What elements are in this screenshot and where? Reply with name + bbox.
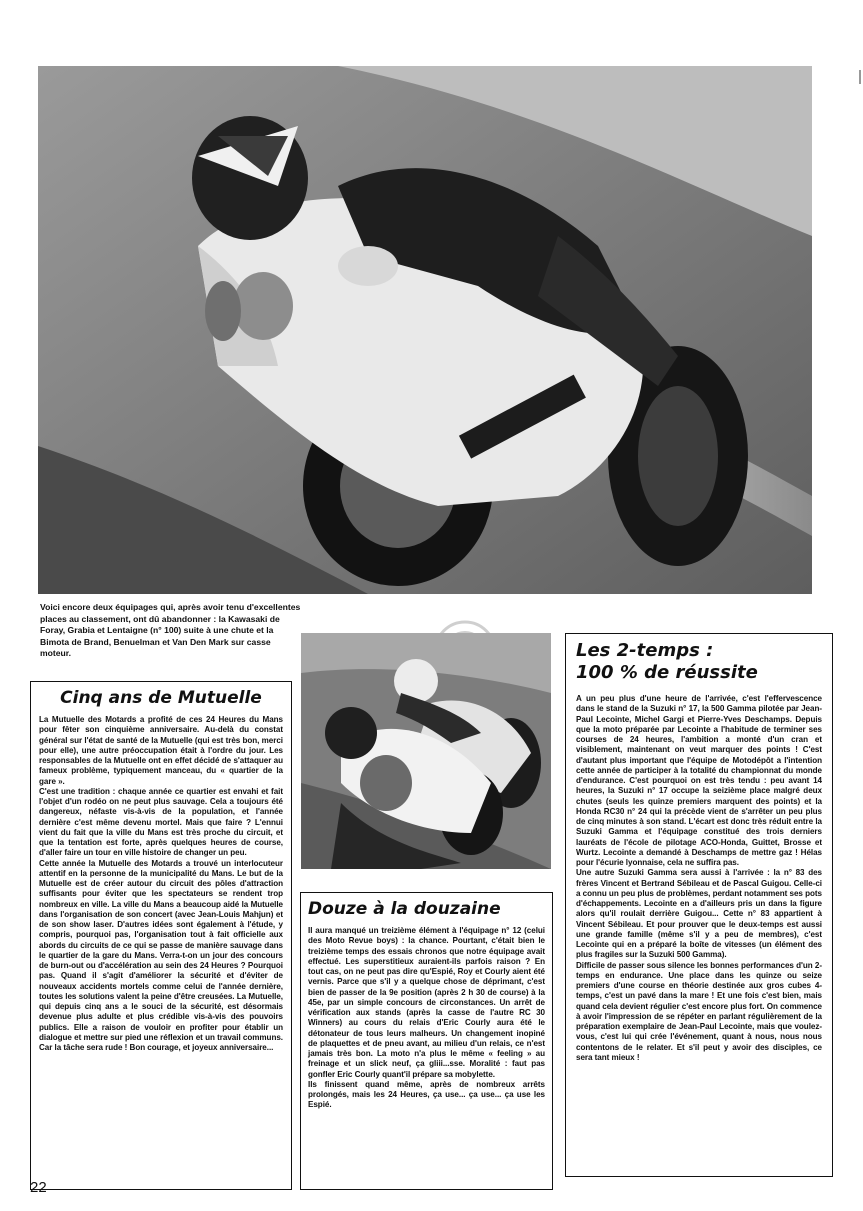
edge-mark [859, 70, 861, 84]
article-douzaine [300, 892, 553, 1190]
article-deux-temps [565, 633, 833, 1177]
paragraph: Ils finissent quand même, après de nombreux arrêts prolongés, mais les 24 Heures, ça use... ça use... ça use les Espié. [308, 1079, 545, 1110]
article-deux-temps-body [576, 694, 822, 1063]
article-douzaine-title: Douze à la douzaine [308, 899, 501, 919]
article-deux-temps-title [576, 640, 822, 684]
motorcycle-illustration [38, 66, 812, 594]
paragraph: Une autre Suzuki Gamma sera aussi à l'arrivée : la n° 83 des frères Vincent et Bertrand Sébileau et de Pascal Guigou. Celle-ci a connu un peu plus de problèmes, perdant notamment ses pots d'échappements. Lecointe en a d'ailleurs pris un dans la figure alors qu'il roulait derrière Guigou... Cette n° 83 appartient à Vincent Sébileau. Et pour prouver que le deux-temps est aussi une grande famille (même s'il y a peu de membres), c'est Lecointe qui en a préparé la boîte de vitesses (un élément des plus fragiles sur la Suzuki 500 Gamma). [576, 868, 822, 960]
article-douzaine-body [308, 926, 545, 1111]
second-race-photo [301, 633, 551, 869]
paragraph: C'est une tradition : chaque année ce quartier est envahi et fait l'objet d'un rodéo on ne peut plus sauvage. Cela a toujours été dangereux, néfaste vis-à-vis de la population, et l'année dernière c'est même devenu mortel. Mais que faire ? L'ennui vient du fait que la ville du Mans est très proche du circuit, et que la tentation est forte, après quelques heures de course, d'aller faire un tour en ville histoire de changer un peu. [39, 786, 283, 858]
page-number: 22 [30, 1179, 47, 1196]
title-line-2: 100 % de réussite [576, 662, 758, 683]
paragraph: La Mutuelle des Motards a profité de ces 24 Heures du Mans pour fêter son cinquième anniversaire. Au-delà du constat général sur l'état de santé de la Mutuelle (qui est très bon, merci pour elle), une autre préoccupation était à l'ordre du jour. Les responsables de la Mutuelle ont en effet décidé de s'attaquer au fameux problème, typiquement manceau, du « quartier de la gare ». [39, 715, 283, 786]
paragraph: Il aura manqué un treizième élément à l'équipage n° 12 (celui des Moto Revue boys) : la chance. Pourtant, c'était bien le treizième temps des essais chronos que notre équipage avait effectué. Les superstitieux auraient-ils parfois raison ? En tout cas, on ne peut pas dire qu'Espié, Roy et Courly aient été vernis. Parce que s'il y a quelque chose de déprimant, c'est bien de passer de la 9e position (après 2 h 30 de course) à la 45e, par un simple concours de circonstances. Un arrêt de vérification aux stands (après la casse de l'autre RC 30 Winners) au cours du relais d'Eric Courly aura été le détonateur de tous leurs malheurs. Un changement inopiné de plaquettes et de pneu avant, au milieu d'un relais, ce n'est jamais très bon. La moto n'a plus le même « feeling » au freinage et un slick neuf, ça gliii...sse. Moralité : faut pas gonfler Eric Courly quant'il prépare sa mobylette. [308, 926, 545, 1079]
paragraph: A un peu plus d'une heure de l'arrivée, c'est l'effervescence dans le stand de la Suzuki n° 17, la 500 Gamma pilotée par Jean-Paul Lecointe, Michel Gargi et Pierre-Yves Deschamps. Depuis que la moto préparée par Lecointe a l'habitude de terminer ses courses de 24 heures, l'ambition a monté d'un cran et visiblement, maintenant on veut marquer des points ! C'est d'autant plus important que l'équipe de Motodépôt a l'intention cette année de participer à la totalité du championnat du monde d'endurance. C'est pourquoi on est très tendu : peu avant 14 heures, la Suzuki n° 17 occupe la seizième place malgré deux chutes (seuls les quinze premiers marquent des points) et la Honda RC30 n° 24 qui la précède vient de s'arrêter un peu plus de cinq minutes à son stand. L'écart est donc très réduit entre la Suzuki Gamma et l'équipage constitué des trois derniers lauréats de l'école de pilotage ACO-Honda, Guittet, Brosse et Wurtz. Lecointe a demandé à Deschamps de mettre gaz ! Hélas pour l'écurie lyonnaise, cela ne suffira pas. [576, 694, 822, 867]
paragraph: Difficile de passer sous silence les bonnes performances d'un 2-temps en endurance. Une place dans les quinze ou seize premiers d'une course en théorie destinée aux gros cubes 4-temps, c'est un pavé dans la mare ! Et une fois c'est bien, mais quand cela devient régulier c'est encore plus fort. On commence à avoir l'impression de se répéter en parlant régulièrement de la préparation exemplaire de Jean-Paul Lecointe, mais que voulez-vous, c'est lui qui crée l'événement, quant à nous, nous nous contentons de le relater. Et s'il peut y avoir des disciples, ce sera tant mieux ! [576, 960, 822, 1062]
two-motorcycles-illustration [301, 633, 551, 869]
article-mutuelle-body [39, 715, 283, 1053]
photo-caption: Voici encore deux équipages qui, après avoir tenu d'excellentes places au classement, ont dû abandonner : la Kawasaki de Foray, Grabia et Lentaigne (n° 100) suite à une chute et la Bimota de Brand, Benuelman et Van Den Mark sur casse moteur. [40, 602, 301, 659]
paragraph: Cette année la Mutuelle des Motards a trouvé un interlocuteur attentif en la personne de la municipalité du Mans. Le but de la Mutuelle est de créer autour du circuit des pôles d'attraction suffisants pour éviter que les spectateurs se rendent trop nombreux en ville. La ville du Mans a beaucoup aidé la Mutuelle dans l'organisation de son concert (avec Jean-Louis Mahjun) et de son show laser. D'autres idées sont également à l'étude, y compris, pourquoi pas, l'organisation tout à fait officielle aux abords du circuits de ce qui se passe de manière sauvage dans le quartier de la gare du Mans. Verra-t-on un jour des concours de burn-out ou d'accélération au sein des 24 Heures ? Pourquoi pas. Quand il s'agit d'améliorer la sécurité et d'éviter de nouveaux accidents mortels comme celui de l'année dernière, toutes les solutions valent la peine d'être creusées. La Mutuelle, qui depuis cinq ans a le souci de la sécurité, est désormais devenue plus adulte et plus crédible vis-à-vis des pouvoirs publics. Elle a raison de vouloir en profiter pour établir un dialogue et mettre sur pied une réflexion et un travail communs. Car la tâche sera rude ! Bon courage, et joyeux anniversaire... [39, 858, 283, 1052]
title-line-1: Les 2-temps : [576, 640, 714, 661]
article-mutuelle-title: Cinq ans de Mutuelle [60, 688, 262, 708]
main-race-photo [38, 66, 812, 594]
article-mutuelle [30, 681, 292, 1190]
